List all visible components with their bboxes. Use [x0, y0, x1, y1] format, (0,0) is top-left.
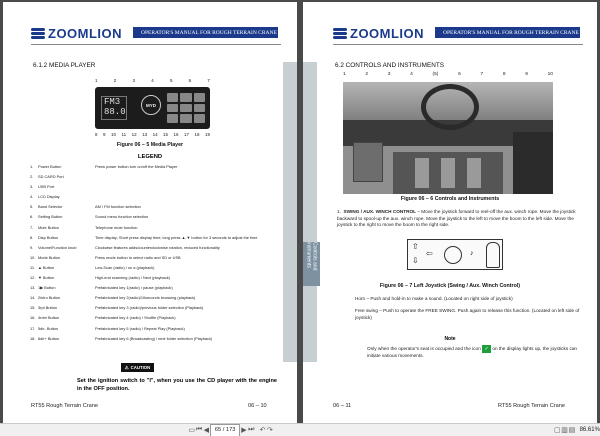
- legend-name: LCD Display: [38, 194, 60, 200]
- horn-icon: ♪: [470, 250, 474, 257]
- legend-num: 17.: [30, 325, 36, 331]
- warning-icon: ⚠: [124, 364, 129, 370]
- legend-num: 5.: [30, 204, 34, 210]
- joystick-icon: [486, 242, 500, 268]
- legend-row: [30, 164, 275, 174]
- page-number-field[interactable]: 65 / 173: [210, 424, 240, 436]
- legend-row: [30, 336, 275, 346]
- prev-page-icon[interactable]: ◀: [203, 427, 210, 434]
- footer-page: 06 – 10: [248, 403, 267, 409]
- next-page-icon[interactable]: ▶: [241, 427, 247, 434]
- zoomlion-logo: ZOOMLION: [333, 26, 424, 41]
- player-callouts-top: 1 2 3 4 5 6 7: [95, 78, 210, 83]
- legend-name: ▲ Button: [38, 264, 55, 270]
- arrow-up-icon: ⇧: [412, 242, 419, 251]
- legend-row: [30, 275, 275, 285]
- legend-name: 2intro Button: [38, 295, 61, 301]
- legend-desc: Telephone mute function: [95, 224, 138, 230]
- legend-row: [30, 194, 275, 204]
- view-mode-icon[interactable]: ▭: [188, 427, 195, 434]
- legend-num: 6.: [30, 214, 34, 220]
- cab-callouts: 1 2 3 4 (5) 6 7 8 9 10: [343, 72, 553, 77]
- lcd-display: FM3 88.0: [101, 96, 127, 120]
- forward-icon[interactable]: ↷: [266, 427, 273, 434]
- volume-knob: MYD: [141, 95, 161, 115]
- continuous-icon[interactable]: ▤: [568, 427, 576, 434]
- note-title: Note: [444, 336, 456, 342]
- legend-title: LEGEND: [137, 154, 163, 160]
- arrow-down-icon: ⇩: [412, 256, 419, 265]
- media-player-image: [95, 87, 210, 129]
- legend-desc: Prefabricated key 3 (radio)/previous folder selection (Playback): [95, 305, 204, 311]
- legend-num: 10.: [30, 254, 36, 260]
- footer-page: 06 – 11: [333, 403, 352, 409]
- legend-desc: Time display; Short press display time; long press ▲,▼ button for 3 seconds to adjust the time: [95, 234, 258, 240]
- legend-name: USB Port: [38, 184, 55, 190]
- figure-caption: Figure 06 – 6 Controls and Instruments: [400, 196, 500, 202]
- section-title: 6.1.2 MEDIA PLAYER: [33, 62, 96, 69]
- legend-row: [30, 326, 275, 336]
- two-page-icon[interactable]: ▥: [561, 427, 568, 434]
- preset-buttons: [167, 93, 205, 123]
- ignition-note: Set the ignition switch to "I", when you use the CD player with the engine in the OFF position.: [77, 378, 277, 392]
- legend-name: ▼ Button: [38, 275, 55, 281]
- footer-model: RT55 Rough Terrain Crane: [31, 403, 98, 409]
- legend-desc: Prefabricated key 2(radio)/10seconds browsing (playback): [95, 295, 196, 301]
- legend-desc: Press mode button to select radio and SD or USB: [95, 254, 181, 260]
- legend-row: [30, 235, 275, 245]
- horn-paragraph: Horn – Push and hold-in to make a sound. (Located on right side of joystick): [355, 296, 513, 301]
- fit-page-icon[interactable]: ▢: [553, 427, 561, 434]
- footer-model: RT55 Rough Terrain Crane: [498, 403, 565, 409]
- legend-desc: Press power button turn on/off the Media Player: [95, 164, 178, 169]
- legend-name: Setting Button: [38, 214, 63, 220]
- legend-row: [30, 285, 275, 295]
- legend-num: 13.: [30, 285, 36, 291]
- legend-row: [30, 204, 275, 214]
- legend-num: 8.: [30, 234, 34, 240]
- header-band: OPERATOR'S MANUAL FOR ROUGH TERRAIN CRANE: [435, 27, 580, 38]
- joystick-diagram: [407, 239, 503, 270]
- note-paragraph: Only when the operator's seat is occupied and the icon ✓ on the display lights up, the joysticks can initiate various movements.: [367, 346, 578, 358]
- legend-row: [30, 174, 275, 184]
- legend-row: [30, 225, 275, 235]
- page-right: [303, 2, 597, 423]
- first-page-icon[interactable]: ⏮: [195, 426, 203, 433]
- legend-row: [30, 214, 275, 224]
- legend-desc: Prefabricated key 1(radio) / pause (playback): [95, 285, 173, 291]
- legend-name: Volume/Function knob: [38, 244, 77, 250]
- swing-control-paragraph: 1. SWING / AUX. WINCH CONTROL – Move the joystick forward to reel-off the aux. winch rope. Move the joystick backward to spool-up the aux. winch rope. Move the joystick to the left to move the boom to the left side. Move the joystick to the right to move the boom to the right side.: [337, 209, 576, 227]
- zoomlion-logo: ZOOMLION: [31, 26, 122, 41]
- legend-table: [30, 164, 275, 346]
- legend-num: 14.: [30, 295, 36, 301]
- legend-name: 5dir- Button: [38, 325, 59, 331]
- back-icon[interactable]: ↶: [259, 427, 266, 434]
- page-left: [3, 2, 297, 423]
- legend-num: 3.: [30, 184, 34, 190]
- zoomlion-logo-icon: [31, 28, 45, 40]
- legend-num: 18.: [30, 335, 36, 341]
- legend-desc: AM / FM function selection: [95, 204, 141, 210]
- arrow-left-icon: ⇦: [426, 249, 433, 258]
- figure-caption: Figure 06 – 5 Media Player: [116, 142, 184, 148]
- legend-num: 16.: [30, 315, 36, 321]
- legend-num: 2.: [30, 174, 34, 180]
- legend-name: 1▶ Button: [38, 285, 56, 291]
- side-tab-strip: [303, 62, 317, 362]
- legend-desc: Prefabricated key 4 (radio) / Shuffle (Playback): [95, 315, 176, 321]
- side-tab-strip: [283, 62, 297, 362]
- legend-num: 15.: [30, 305, 36, 311]
- zoomlion-logo-icon: [333, 28, 347, 40]
- legend-desc: High-end scanning (radio) / Next (playback): [95, 275, 171, 281]
- player-callouts-bottom: 8 9 10 11 12 13 14 15 16 17 18 19: [95, 132, 210, 137]
- legend-row: [30, 295, 275, 305]
- legend-row: [30, 265, 275, 275]
- section-title: 6.2 CONTROLS AND INSTRUMENTS: [335, 62, 445, 69]
- legend-num: 7.: [30, 224, 34, 230]
- legend-name: 4rdm Button: [38, 315, 60, 321]
- legend-name: Mute Button: [38, 224, 59, 230]
- legend-name: Power Button: [38, 164, 62, 169]
- legend-row: [30, 305, 275, 315]
- legend-desc: Low-Scan (radio) / on a (playback): [95, 264, 155, 270]
- viewer-toolbar: [0, 423, 600, 436]
- legend-name: 3rpt Button: [38, 305, 58, 311]
- header-band: OPERATOR'S MANUAL FOR ROUGH TERRAIN CRANE: [133, 27, 278, 38]
- legend-name: Band Selector: [38, 204, 63, 210]
- seat-occupied-icon: ✓: [482, 345, 491, 353]
- legend-desc: Sound menu function selection: [95, 214, 149, 220]
- legend-desc: Prefabricated key 6 (Broadcasting) / next folder selection (Playback): [95, 335, 213, 341]
- legend-num: 9.: [30, 244, 34, 250]
- legend-desc: Prefabricated key 5 (radio) / Repeat Play (Playback): [95, 325, 185, 331]
- legend-name: 6dir+ Button: [38, 335, 60, 341]
- side-tab-label: Controls and instruments: [303, 242, 320, 286]
- header-rule: [333, 44, 583, 45]
- last-page-icon[interactable]: ⏭: [248, 426, 255, 433]
- legend-row: [30, 255, 275, 265]
- legend-num: 4.: [30, 194, 34, 200]
- legend-row: [30, 245, 275, 255]
- header-rule: [31, 44, 281, 45]
- legend-name: SD CARD Port: [38, 174, 64, 180]
- legend-name: Mode Button: [38, 254, 61, 260]
- joystick-cross-icon: [444, 246, 462, 264]
- legend-name: Disp Button: [38, 234, 59, 240]
- zoom-level[interactable]: 86.61%: [579, 427, 600, 433]
- legend-num: 1.: [30, 164, 34, 169]
- cab-controls-photo: [343, 82, 553, 194]
- legend-row: [30, 184, 275, 194]
- joystick-figure-caption: Figure 06 – 7 Left Joystick (Swing / Aux. Winch Control): [379, 283, 521, 289]
- legend-num: 11.: [30, 264, 36, 270]
- free-swing-paragraph: Free swing – Push to operate the FREE SWING. Push again to release this function. (Located on left side of joystick): [355, 308, 580, 320]
- legend-num: 12.: [30, 275, 36, 281]
- caution-label: ⚠ CAUTION: [121, 363, 154, 372]
- legend-desc: Clockwise features adds/counterclockwise rotation, reduced functionality: [95, 244, 220, 250]
- legend-row: [30, 315, 275, 325]
